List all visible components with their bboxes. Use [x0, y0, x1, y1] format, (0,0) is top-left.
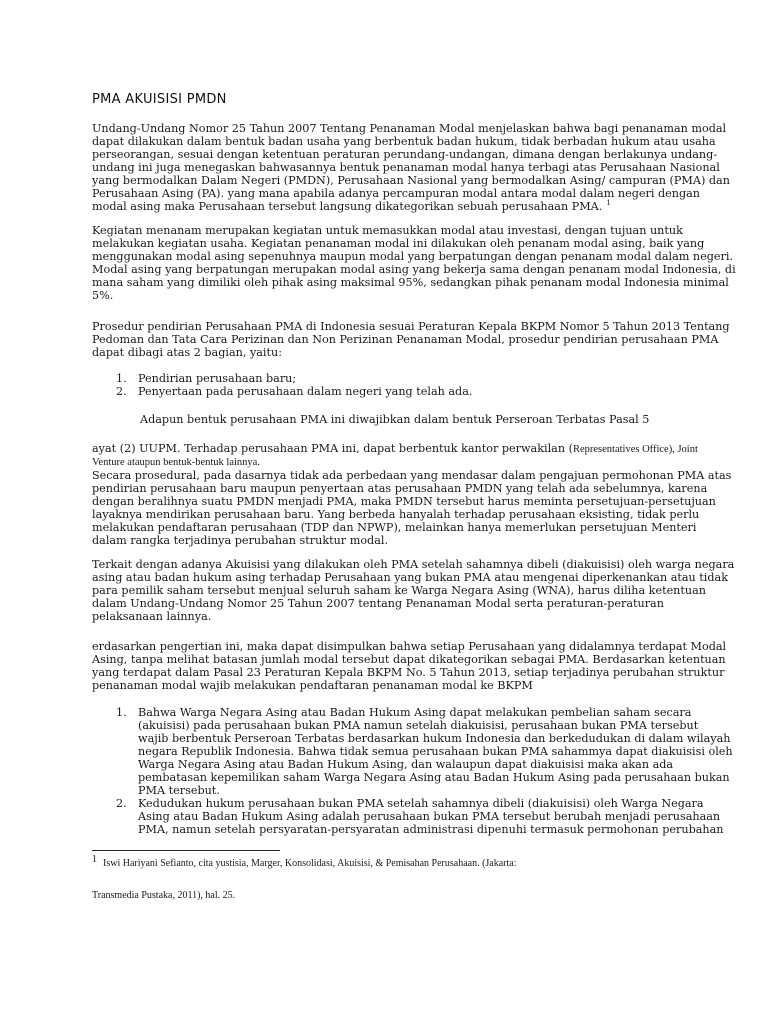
footnote-line: Transmedia Pustaka, 2011), hal. 25.	[92, 890, 236, 901]
text-line: pendirian perusahaan baru maupun penyertaan atas perusahaan PMDN yang telah ada sebelumnya, karena	[92, 482, 708, 495]
list-item-text: pembatasan kepemilikan saham Warga Negara Asing atau Badan Hukum Asing pada perusahaan bukan	[138, 771, 730, 784]
text-line: dalam rangka terjadinya perubahan struktur modal.	[92, 534, 389, 547]
text-line: para pemilik saham tersebut menjual seluruh saham ke Warga Negara Asing (WNA), harus diliha ketentuan	[92, 584, 706, 597]
footnote-separator	[92, 850, 280, 851]
list-number: 1.	[116, 372, 127, 385]
text-line: Kegiatan menanam merupakan kegiatan untuk memasukkan modal atau investasi, dengan tujuan untuk	[92, 224, 683, 237]
list-founding-methods	[116, 372, 716, 398]
footnote-line	[92, 853, 517, 869]
text-line: undang ini juga menegaskan bahwasannya bentuk penanaman modal hanya terbagi atas Perusahaan Nasional	[92, 161, 720, 174]
paragraph-2	[92, 224, 736, 302]
paragraph-4	[92, 442, 732, 547]
text-line: dalam Undang-Undang Nomor 25 Tahun 2007 tentang Penanaman Modal serta peraturan-peraturan	[92, 597, 664, 610]
text-line: Undang-Undang Nomor 25 Tahun 2007 Tentang Penanaman Modal menjelaskan bahwa bagi penanaman modal	[92, 122, 727, 135]
list-item-text: Pendirian perusahaan baru;	[138, 372, 297, 385]
footnote-reference[interactable]: 1	[606, 199, 611, 208]
list-item	[116, 385, 716, 398]
text-line: mana saham yang dimiliki oleh pihak asing maksimal 95%, sedangkan pihak penanam modal Indonesia minimal	[92, 276, 729, 289]
list-item-text: (akuisisi) pada perusahaan bukan PMA namun setelah diakuisisi, perusahaan bukan PMA tersebut	[138, 719, 699, 732]
list-item-text: Bahwa Warga Negara Asing atau Badan Hukum Asing dapat melakukan pembelian saham secara	[138, 706, 692, 719]
text-line: dapat dilakukan dalam bentuk badan usaha yang berbentuk badan hukum, tidak berbadan hukum atau usaha	[92, 135, 716, 148]
text-line: Prosedur pendirian Perusahaan PMA di Indonesia sesuai Peraturan Kepala BKPM Nomor 5 Tahun 2013 Tentang	[92, 320, 730, 333]
paragraph-6	[92, 640, 727, 692]
list-number: 2.	[116, 385, 127, 398]
list-item-text: Asing atau Badan Hukum Asing adalah perusahaan bukan PMA tersebut berubah menjadi perusahaan	[138, 810, 721, 823]
list-item	[116, 706, 733, 797]
text-line: menggunakan modal asing sepenuhnya maupun modal yang berpatungan dengan penanam modal dalam negeri.	[92, 250, 733, 263]
text-line: Perusahaan Asing (PA). yang mana apabila adanya percampuran modal antara modal dalam negeri dengan	[92, 187, 700, 200]
list-item	[116, 372, 716, 385]
text-line: dapat dibagi atas 2 bagian, yaitu:	[92, 346, 282, 359]
text-line: layaknya mendirikan perusahaan baru. Yang berbeda hanyalah terhadap perusahaan eksisting, tidak perlu	[92, 508, 700, 521]
text-line: yang terdapat dalam Pasal 23 Peraturan Kepala BKPM No. 5 Tahun 2013, setiap terjadinya perubahan struktur	[92, 666, 725, 679]
list-acquisition-points	[116, 706, 733, 836]
text-line: perseorangan, sesuai dengan ketentuan peraturan perundang-undangan, dimana dengan berlakunya undang-	[92, 148, 718, 161]
text-line: melakukan pendaftaran perusahaan (TDP dan NPWP), melainkan hanya memerlukan persetujuan Menteri	[92, 521, 697, 534]
text-line: Asing, tanpa melihat batasan jumlah modal tersebut dapat dikategorikan sebagai PMA. Berdasarkan ketentuan	[92, 653, 726, 666]
text-line: yang bermodalkan Dalam Negeri (PMDN), Perusahaan Nasional yang bermodalkan Asing/ campuran (PMA) dan	[92, 174, 730, 187]
text-line: dengan beralihnya suatu PMDN menjadi PMA, maka PMDN tersebut harus meminta persetujuan-persetujuan	[92, 495, 716, 508]
text-line: penanaman modal wajib melakukan pendaftaran penanaman modal ke BKPM	[92, 679, 533, 692]
list-number: 2.	[116, 797, 127, 810]
paragraph-5	[92, 558, 735, 623]
text-line: 5%.	[92, 289, 114, 302]
text-line: pelaksanaan lainnya.	[92, 610, 212, 623]
text-segment: ), Joint	[668, 444, 698, 455]
footnote-text: Iswi Hariyani Sefianto, cita yustisia, Marger, Konsolidasi, Akuisisi, & Pemisahan Perusahaan. (Jakarta:	[103, 858, 517, 869]
text-segment: ayat (2) UUPM. Terhadap perusahaan PMA ini, dapat berbentuk kantor perwakilan (	[92, 442, 573, 455]
list-item-text: wajib berbentuk Perseroan Terbatas berdasarkan hukum Indonesia dan berkedudukan di dalam wilayah	[138, 732, 731, 745]
list-item-text: Kedudukan hukum perusahaan bukan PMA setelah sahamnya dibeli (diakuisisi) oleh Warga Negara	[138, 797, 704, 810]
list-number: 1.	[116, 706, 127, 719]
document-title: PMA AKUISISI PMDN	[92, 92, 227, 107]
list-item	[116, 797, 724, 836]
paragraph-1	[92, 122, 730, 213]
text-line: asing atau badan hukum asing terhadap Perusahaan yang bukan PMA atau mengenai diperkenankan atau tidak	[92, 571, 728, 584]
footnote-mark: 1	[92, 853, 97, 865]
text-line: Venture ataupun bentuk-bentuk lainnya.	[92, 457, 260, 468]
text-line: erdasarkan pengertian ini, maka dapat disimpulkan bahwa setiap Perusahaan yang didalamnya terdapat Modal	[92, 640, 727, 653]
text-line-content: modal asing maka Perusahaan tersebut langsung dikategorikan sebuah perusahaan PMA.	[92, 200, 603, 213]
text-line: melakukan kegiatan usaha. Kegiatan penanaman modal ini dilakukan oleh penanam modal asing, baik yang	[92, 237, 705, 250]
list-item-text: Warga Negara Asing atau Badan Hukum Asing, dan walaupun dapat diakuisisi maka akan ada	[138, 758, 674, 771]
text-line	[92, 200, 702, 213]
list-item-text: PMA tersebut.	[138, 784, 220, 797]
list-item-text: negara Republik Indonesia. Bahwa tidak semua perusahaan bukan PMA sahammya dapat diakuisisi oleh	[138, 745, 733, 758]
text-line: Secara prosedural, pada dasarnya tidak ada perbedaan yang mendasar dalam pengajuan permohonan PMA atas	[92, 469, 732, 482]
paragraph-3	[92, 320, 730, 359]
text-line: Pedoman dan Tata Cara Perizinan dan Non Perizinan Penanaman Modal, prosedur pendirian perusahaan PMA	[92, 333, 719, 346]
text-line: Terkait dengan adanya Akuisisi yang dilakukan oleh PMA setelah sahamnya dibeli (diakuisisi) oleh warga negara	[92, 558, 735, 571]
text-line: Modal asing yang berpatungan merupakan modal asing yang bekerja sama dengan penanam modal Indonesia, di	[92, 263, 736, 276]
text-line	[92, 442, 702, 456]
list-item-text: PMA, namun setelah persyaratan-persyaratan administrasi dipenuhi termasuk permohonan perubahan	[138, 823, 724, 836]
text-segment: Representatives Office	[572, 444, 669, 455]
indented-paragraph: Adapun bentuk perusahaan PMA ini diwajibkan dalam bentuk Perseroan Terbatas Pasal 5	[140, 413, 650, 426]
list-item-text: Penyertaan pada perusahaan dalam negeri yang telah ada.	[138, 385, 473, 398]
